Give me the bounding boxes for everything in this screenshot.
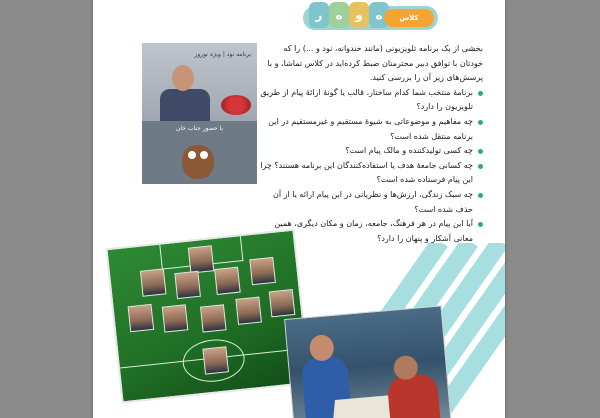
- banner-badge: و: [349, 2, 369, 28]
- people-photo: [284, 305, 452, 418]
- puppet-eye: [188, 151, 196, 159]
- player-photo: [162, 304, 189, 332]
- tv-show-photo: [142, 43, 257, 184]
- puppet-eye: [200, 151, 208, 159]
- question-list: [259, 86, 483, 247]
- player-photo: [235, 297, 262, 325]
- flower-bouquet: [221, 95, 251, 115]
- question-item: آیا این پیام در هر فرهنگ، جامعه، زمان و مکان دیگری، همین معانی آشکار و پنهان را دارد؟: [259, 217, 483, 246]
- player-photo: [269, 289, 296, 317]
- activity-text: [259, 42, 483, 246]
- player-photo: [188, 245, 215, 273]
- textbook-page: [93, 0, 505, 418]
- intro-paragraph: بخشی از یک برنامه تلویزیونی (مانند خندوانه، نود و ...) را که خودتان با توافق دبیر محترمتان ضبط کرده‌اید در کلاس تماشا، و با پرسش‌های زیر آن را بررسی کنید.: [267, 44, 483, 83]
- question-item: چه کسی تولیدکننده و مالک پیام است؟: [259, 144, 483, 159]
- player-photo: [140, 268, 167, 296]
- football-lineup-image: [105, 228, 310, 403]
- question-item: چه مفاهیم و موضوعاتی به شیوهٔ مستقیم و غیرمستقیم در این برنامه منتقل شده است؟: [259, 115, 483, 144]
- question-item: چه سبک زندگی، ارزش‌ها و نظریاتی در این پیام ارائه یا از آن حذف شده است؟: [259, 188, 483, 217]
- banner-tag: کلاس: [384, 9, 434, 27]
- question-item: برنامهٔ منتخب شما کدام ساختار، قالب یا گونهٔ ارائهٔ پیام از طریق تلویزیون را دارد؟: [259, 86, 483, 115]
- player-photo: [202, 346, 229, 374]
- player-photo: [200, 304, 227, 332]
- banner-badge: ه: [329, 2, 349, 28]
- presenter-head: [172, 65, 194, 91]
- tv-caption-bottom: با حضور جناب خان: [175, 125, 224, 132]
- player-photo: [249, 257, 276, 285]
- tv-caption-top: برنامه نود | ویژه نوروز: [194, 51, 251, 58]
- lesson-banner: [303, 6, 438, 30]
- puppet-figure: [182, 145, 214, 179]
- question-item: چه کسانی جامعهٔ هدف یا استفاده‌کنندگان این برنامه هستند؟ چرا این پیام فرستاده شده است؟: [259, 159, 483, 188]
- player-photo: [214, 267, 241, 295]
- person-figure: [387, 373, 442, 418]
- player-photo: [174, 271, 201, 299]
- player-photo: [128, 304, 155, 332]
- banner-badge: ر: [309, 2, 329, 28]
- presenter-figure: [160, 89, 210, 125]
- banner-badge: ه: [369, 2, 389, 28]
